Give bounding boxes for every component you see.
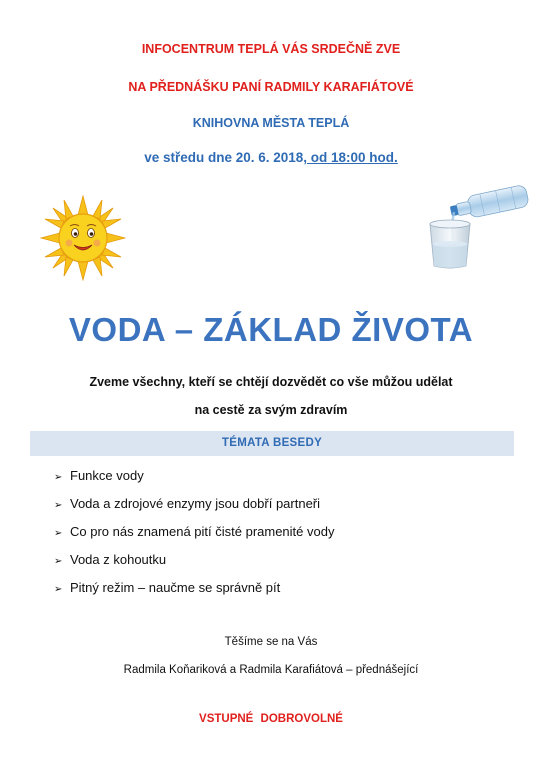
- main-title: VODA – ZÁKLAD ŽIVOTA: [68, 311, 474, 348]
- topics-heading-bar: TÉMATA BESEDY: [30, 431, 514, 456]
- entry-fee: VSTUPNÉ DOBROVOLNÉ: [199, 713, 343, 725]
- topic-text: Funkce vody: [70, 468, 144, 483]
- arrow-bullet-icon: ➢: [54, 556, 63, 567]
- speakers: Radmila Koňariková a Radmila Karafiátová – přednášející: [123, 664, 419, 676]
- header-line-1: INFOCENTRUM TEPLÁ VÁS SRDEČNĚ ZVE: [141, 42, 401, 56]
- arrow-bullet-icon: ➢: [54, 500, 63, 511]
- list-item: [54, 491, 334, 519]
- list-item: [54, 547, 334, 575]
- greeting: Těšíme se na Vás: [224, 636, 318, 648]
- date-prefix: ve středu dne 20. 6. 2018,: [144, 150, 308, 165]
- date-time: od 18:00 hod.: [307, 150, 398, 165]
- list-item: [54, 575, 334, 603]
- list-item: [54, 519, 334, 547]
- topic-text: Co pro nás znamená pití čisté pramenité vody: [70, 524, 335, 539]
- topic-text: Pitný režim – naučme se správně pít: [70, 580, 281, 595]
- arrow-bullet-icon: ➢: [54, 528, 63, 539]
- topic-text: Voda z kohoutku: [70, 552, 167, 567]
- header-line-2: NA PŘEDNÁŠKU PANÍ RADMILY KARAFIÁTOVÉ: [128, 80, 414, 94]
- sun-icon: [40, 195, 126, 281]
- topics-list: [54, 463, 334, 603]
- arrow-bullet-icon: ➢: [54, 584, 63, 595]
- list-item: [54, 463, 334, 491]
- water-bottle-glass-icon: [420, 178, 530, 270]
- invitation-line-1: Zveme všechny, kteří se chtějí dozvědět co vše můžou udělat: [89, 375, 453, 389]
- date-line: [0, 150, 542, 165]
- venue: KNIHOVNA MĚSTA TEPLÁ: [192, 116, 350, 130]
- arrow-bullet-icon: ➢: [54, 472, 63, 483]
- invitation-line-2: na cestě za svým zdravím: [194, 403, 348, 417]
- topic-text: Voda a zdrojové enzymy jsou dobří partneři: [70, 496, 321, 511]
